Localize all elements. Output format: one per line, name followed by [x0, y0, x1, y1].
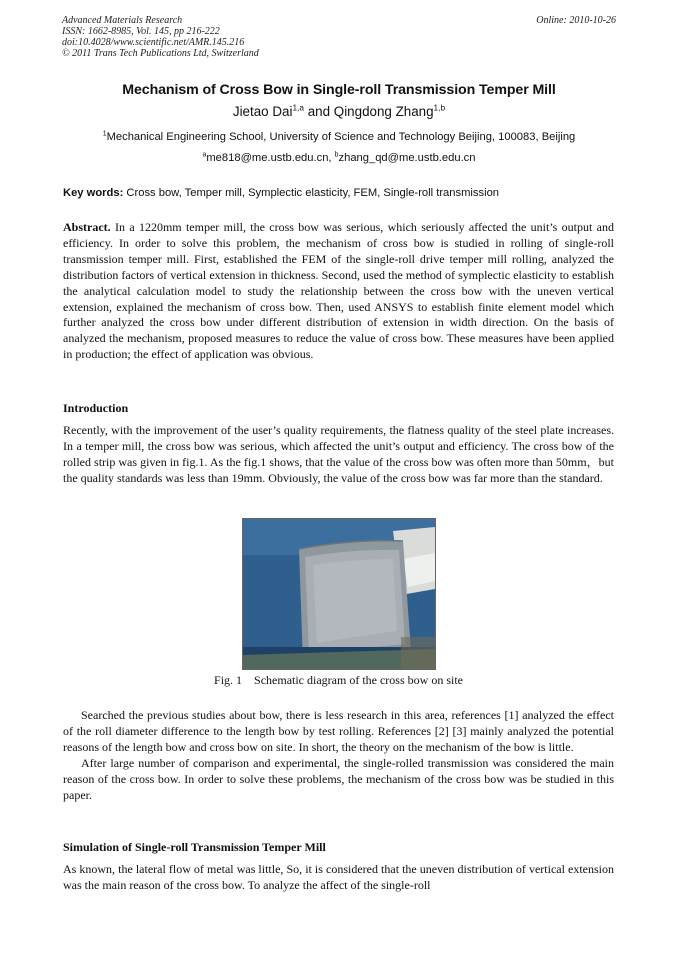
affiliation-text: Mechanical Engineering School, University of Science and Technology Beijing, 100083, Beijing: [106, 131, 576, 143]
author-line: [40, 104, 638, 119]
intro-paragraph-3: After large number of comparison and experimental, the single-rolled transmission was considered the main reason of the cross bow. In order to solve these problems, the mechanism of the cross bow was be studied in this paper.: [63, 756, 614, 802]
paper-title: Mechanism of Cross Bow in Single-roll Transmission Temper Mill: [122, 82, 556, 98]
figure-label: Fig. 1: [214, 673, 243, 687]
intro-paragraph-1: Recently, with the improvement of the user’s quality requirements, the flatness quality of the steel plate increases. In a temper mill, the cross bow was serious, which affected the unit’s output and efficiency. The cross bow of the rolled strip was given in fig.1. As the fig.1 shows, that the value of the cross bow was often more than 50mm，but the quality standards was less than 19mm. Obviously, the value of the cross bow was far more than the standard.: [63, 423, 614, 485]
author-conjunction: and: [303, 104, 334, 119]
author-affiliation-mark: 1,b: [433, 102, 446, 113]
email-address: zhang_qd@me.ustb.edu.cn: [338, 152, 476, 164]
affiliation-mark: 1: [102, 130, 107, 138]
abstract-text: In a 1220mm temper mill, the cross bow was serious, which seriously affected the unit’s output and efficiency. In order to solve this problem, the mechanism of cross bow is studied in rolling of single-roll transmission temper mill. First, established the FEM of the single-roll drive temper mill rolling, analyzed the distribution factors of vertical extension in thickness. Second, used the method of symplectic elasticity to establish the analytical calculation model to study the relationship between the cross bow with the uneven vertical extension, explained the mechanism of cross bow. Then, used ANSYS to establish finite element model which further analyzed the cross bow under different distribution of extension in width direction. On the basis of analyzed the mechanism, proposed measures to reduce the value of cross bow. These measures have been applied in production; the effect of application was obvious.: [63, 220, 614, 362]
author-name: Jietao Dai: [232, 104, 293, 119]
affiliation: [30, 131, 648, 143]
section-heading-simulation: Simulation of Single-roll Transmission Temper Mill: [63, 840, 326, 854]
copyright-line: © 2011 Trans Tech Publications Ltd, Switzerland: [62, 48, 259, 59]
journal-header: [62, 15, 259, 59]
email-address: me818@me.ustb.edu.cn,: [206, 152, 335, 164]
cross-bow-photo: [243, 519, 435, 669]
figure-photo: [242, 518, 436, 670]
journal-name: Advanced Materials Research: [62, 15, 183, 26]
abstract: [63, 220, 614, 363]
email-mark: a: [202, 151, 207, 159]
figure-caption-text: Schematic diagram of the cross bow on site: [254, 673, 463, 687]
figure-caption: [63, 673, 614, 688]
section-heading-introduction: Introduction: [63, 401, 129, 415]
issn-line: ISSN: 1662-8985, Vol. 145, pp 216-222: [62, 26, 220, 37]
keywords-text: Cross bow, Temper mill, Symplectic elasticity, FEM, Single-roll transmission: [123, 187, 500, 199]
author-affiliation-mark: 1,a: [292, 102, 304, 113]
online-date: Online: 2010-10-26: [536, 15, 616, 26]
intro-paragraph-2: Searched the previous studies about bow, there is less research in this area, references [1] analyzed the effect of the roll diameter difference to the length bow by test rolling. References [2] [3] mainly analyzed the potential reasons of the length bow and cross bow on site. In short, the theory on the mechanism of the bow is little.: [63, 708, 614, 754]
email-mark: b: [334, 151, 339, 159]
keywords: [63, 187, 615, 199]
doi-line: doi:10.4028/www.scientific.net/AMR.145.216: [62, 37, 245, 48]
keywords-label: Key words:: [63, 187, 124, 199]
simulation-paragraph-1: As known, the lateral flow of metal was little, So, it is considered that the uneven distribution of vertical extension was the main reason of the cross bow. To analyze the affect of the single-roll: [63, 862, 614, 892]
author-name: Qingdong Zhang: [333, 104, 434, 119]
abstract-label: Abstract.: [63, 220, 111, 234]
email-line: [40, 152, 638, 164]
